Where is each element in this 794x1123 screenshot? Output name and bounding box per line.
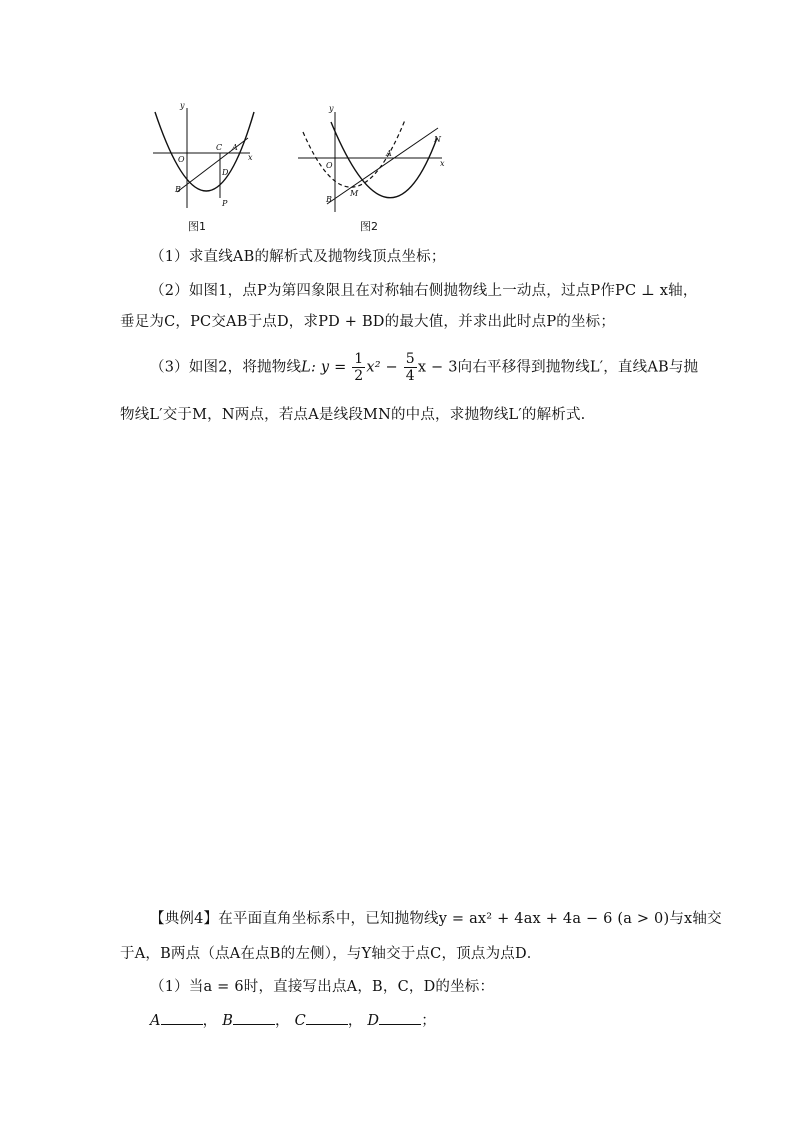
problem3-q2-line2: 垂足为C，PC交AB于点D，求PD + BD的最大值，并求出此时点P的坐标； [120, 314, 616, 330]
fig1-label-o: O [178, 155, 185, 164]
answer-blank-c[interactable] [306, 1010, 348, 1025]
ans-label-d: D [367, 1013, 380, 1029]
fig1-label-a: A [232, 143, 238, 152]
q3-frac1-den: 2 [354, 368, 364, 384]
problem3-q3-line2: 物线L′交于M，N两点，若点A是线段MN的中点，求抛物线L′的解析式. [120, 407, 586, 423]
fig2-label-y: y [329, 104, 334, 113]
fig2-label-a: A [386, 149, 392, 158]
figure-2-graph [295, 100, 450, 215]
example4-answer-blanks [150, 1010, 436, 1031]
q3-tail: x − 3向右平移得到抛物线L′，直线AB与抛 [417, 359, 699, 376]
end-mark: ； [421, 1013, 436, 1029]
sep-3: ， [347, 1013, 363, 1029]
figure-2-caption: 图2 [360, 220, 378, 233]
fig1-label-p: P [222, 199, 228, 208]
example4-line1: 【典例4】在平面直角坐标系中，已知抛物线y = ax² + 4ax + 4a − 6 (a > 0)与x轴交 [150, 911, 722, 927]
q3-mid: x² − [366, 359, 398, 376]
fig1-label-b: B [175, 185, 181, 194]
answer-blank-d[interactable] [379, 1010, 421, 1025]
problem3-q1: （1）求直线AB的解析式及抛物线顶点坐标； [150, 249, 446, 265]
fig2-label-n: N [434, 135, 441, 144]
problem3-q3-line1 [150, 351, 698, 384]
example4-line2: 于A，B两点（点A在点B的左侧），与Y轴交于点C，顶点为点D． [120, 946, 542, 962]
problem3-q2-line1: （2）如图1，点P为第四象限且在对称轴右侧抛物线上一动点，过点P作PC ⊥ x轴， [150, 283, 698, 299]
sep-1: ， [202, 1013, 218, 1029]
ans-label-c: C [294, 1013, 306, 1029]
fig1-label-d: D [222, 168, 229, 177]
figure-1-caption: 图1 [188, 220, 206, 233]
q3-frac2-den: 4 [405, 368, 415, 384]
q3-prefix: （3）如图2，将抛物线 [150, 359, 302, 376]
q3-fraction-1 [352, 351, 365, 384]
fig2-label-o: O [326, 161, 333, 170]
figure-2 [295, 100, 450, 215]
sep-2: ， [275, 1013, 290, 1029]
q3-fraction-2 [404, 351, 417, 384]
figure-1 [150, 100, 265, 210]
fig2-label-m: M [350, 189, 359, 198]
answer-blank-a[interactable] [161, 1010, 203, 1025]
fig2-label-x: x [440, 159, 445, 168]
fig2-label-b: B [326, 195, 332, 204]
q3-frac2-num: 5 [405, 351, 415, 367]
q3-eq-lhs: L: y = [301, 359, 347, 376]
figure-1-graph [150, 100, 265, 210]
example4-q1: （1）当a = 6时，直接写出点A，B，C，D的坐标： [150, 979, 495, 995]
answer-blank-b[interactable] [233, 1010, 275, 1025]
ans-label-a: A [150, 1013, 161, 1029]
fig1-label-c: C [216, 143, 223, 152]
fig1-label-x: x [248, 153, 253, 162]
q3-frac1-num: 1 [354, 351, 364, 367]
fig1-label-y: y [180, 101, 185, 110]
ans-label-b: B [222, 1013, 234, 1029]
